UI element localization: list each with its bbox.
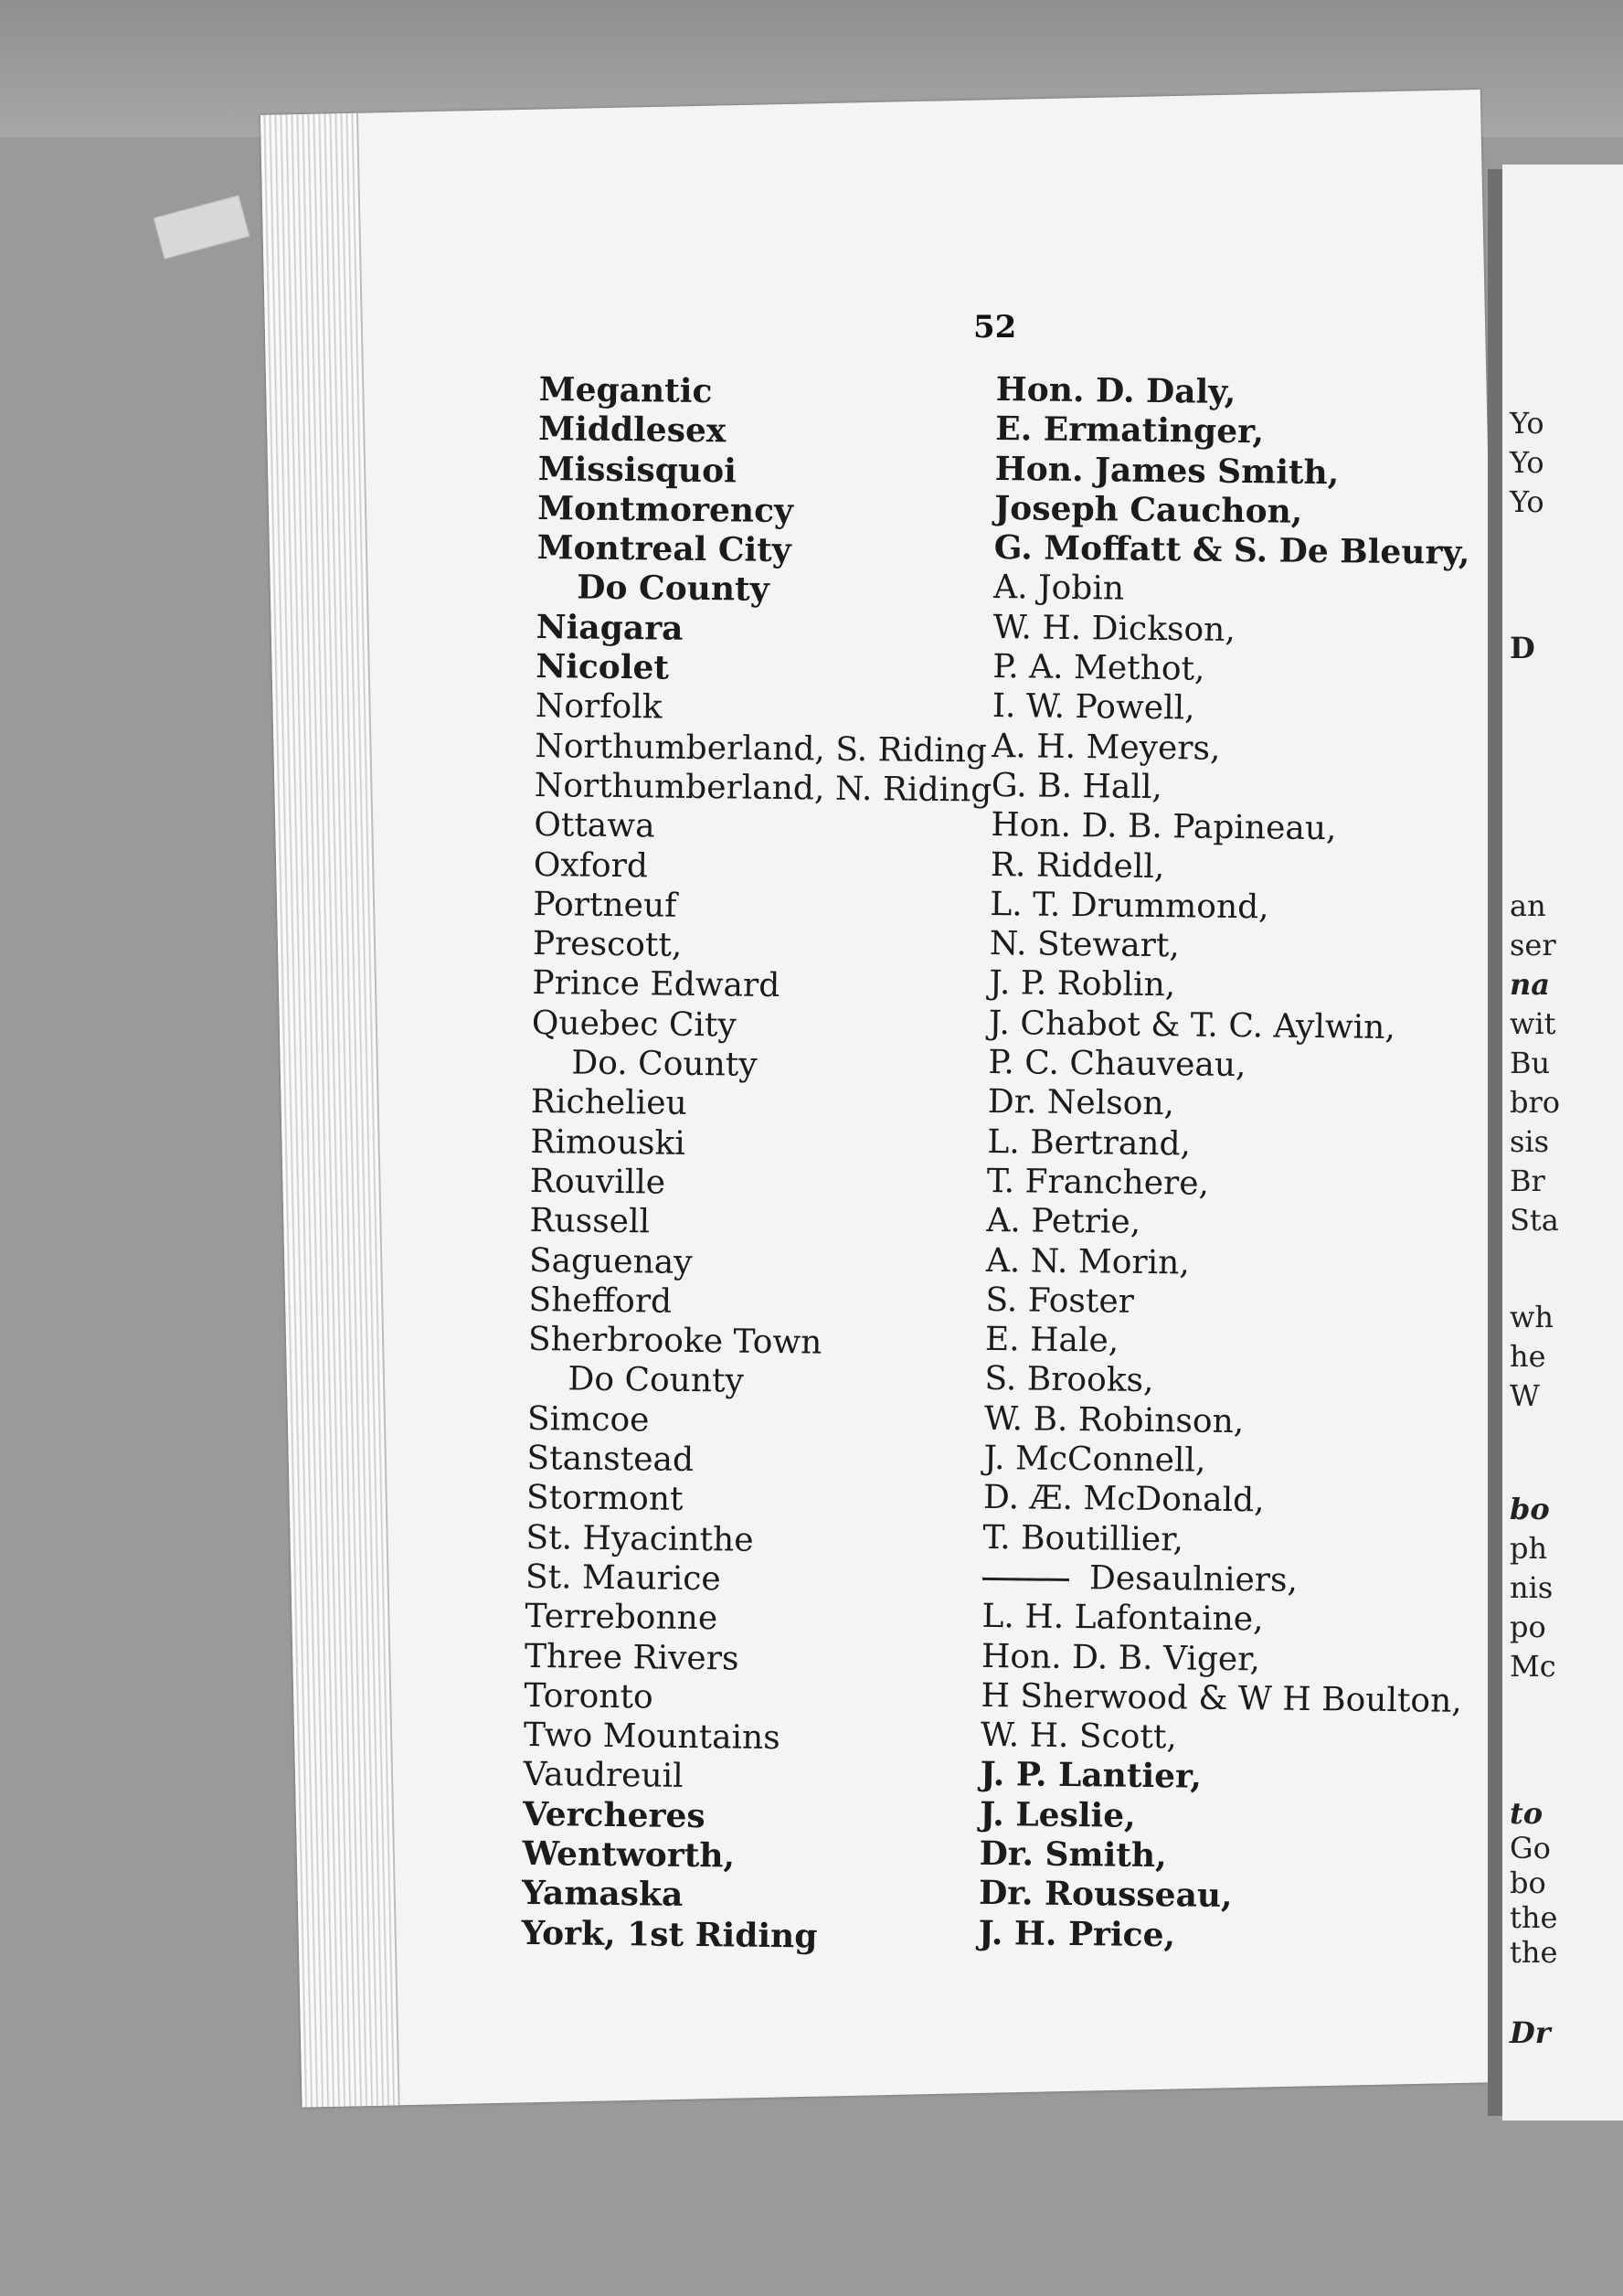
fragment-line: an [1510,888,1546,923]
fragment-line: na [1510,967,1550,1002]
fragment-line: to [1510,1796,1543,1831]
member-entry-text: Desaulniers, [1088,1559,1299,1600]
facing-page-fragment-group-4 [1510,1796,1557,1970]
constituency-entry: Prince Edward [532,964,780,1005]
facing-page-fragment-bottom [1510,2015,1551,2050]
constituency-entry: Montmorency [537,488,794,531]
constituency-entry: Do County [577,568,769,610]
fragment-line: the [1510,1900,1558,1935]
member-entry: E. Hale, [984,1321,1119,1360]
member-entry: A. N. Morin, [985,1241,1191,1281]
constituency-entry: Quebec City [531,1004,737,1045]
ditto-dash [982,1578,1069,1581]
facing-page-fragment-group-3 [1510,1490,1556,1686]
constituency-entry: Norfolk [535,687,663,727]
fragment-line: wit [1510,1006,1556,1041]
member-entry: W. H. Dickson, [992,608,1236,649]
fragment-line: he [1510,1339,1546,1374]
fragment-line: bro [1510,1085,1561,1120]
fragment-line: the [1510,1935,1558,1970]
member-entry: Dr. Nelson, [987,1083,1175,1123]
member-entry: W. H. Scott, [980,1716,1178,1757]
fragment-line: Dr [1510,2015,1551,2050]
constituency-entry: Rouville [529,1162,666,1202]
constituency-entry: Russell [529,1202,651,1241]
fragment-line: Go [1510,1831,1551,1866]
fragment-line: bo [1510,1866,1546,1900]
page-tab-marker [154,195,250,260]
constituency-entry: Northumberland, S. Riding [535,727,988,771]
constituency-entry: York, 1st Riding [521,1913,818,1956]
constituency-entry: Two Mountains [523,1716,780,1758]
constituency-entry: Rimouski [530,1122,686,1163]
constituency-entry: Nicolet [536,647,670,687]
fragment-line: nis [1510,1570,1554,1605]
member-entry: N. Stewart, [989,925,1181,965]
member-entry: Hon. D. B. Viger, [981,1637,1261,1678]
fragment-line: Br [1510,1164,1545,1198]
member-entry: P. A. Methot, [992,648,1205,688]
constituency-entry: Three Rivers [524,1637,739,1678]
member-entry: G. B. Hall, [991,766,1163,807]
fragment-line: sis [1510,1124,1550,1159]
constituency-entry: Vercheres [522,1794,705,1835]
constituency-entry: St. Maurice [525,1557,721,1599]
fragment-line: Yo [1510,445,1544,480]
member-entry: Joseph Cauchon, [994,488,1303,531]
page-edges [260,113,400,2108]
fragment-line: W [1510,1378,1540,1413]
member-entry: G. Moffatt & S. De Bleury, [993,528,1470,573]
constituency-entry: Terrebonne [525,1598,718,1638]
constituency-entry: Vaudreuil [523,1756,684,1796]
member-entry: T. Franchere, [986,1162,1210,1203]
constituency-entry: Oxford [533,845,649,885]
constituency-entry: Do County [568,1360,745,1401]
constituency-entry: Montreal City [536,528,791,570]
constituency-entry: Simcoe [526,1399,650,1440]
member-entry: P. C. Chauveau, [988,1043,1246,1085]
member-entry-ditto [982,1557,1464,1602]
constituency-entry: Ottawa [534,806,655,845]
constituency-entry: Toronto [524,1676,653,1717]
facing-page-fragment-top [1510,404,1544,522]
member-entry: S. Brooks, [984,1360,1154,1400]
member-entry: Hon. D. Daly, [995,370,1236,411]
fragment-line: Sta [1510,1203,1559,1238]
member-entry: A. H. Meyers, [992,727,1221,768]
member-entry: J. Chabot & T. C. Aylwin, [988,1004,1396,1047]
book-spine [1488,169,1502,2116]
fragment-line: po [1510,1610,1546,1644]
fragment-line: Mc [1510,1649,1556,1684]
fragment-line: ser [1510,928,1556,962]
fragment-line: Bu [1510,1046,1551,1080]
constituency-entry: Wentworth, [522,1834,736,1876]
constituency-entry: Stanstead [526,1439,695,1480]
book-page-right-fragment [1502,165,1623,2121]
member-entry: J. McConnell, [983,1439,1206,1480]
constituency-entry: Sherbrooke Town [527,1321,822,1362]
fragment-line: bo [1510,1492,1550,1526]
member-entry: Dr. Smith, [979,1834,1167,1876]
member-entry: Hon. James Smith, [994,449,1340,492]
member-entry: L. Bertrand, [987,1122,1192,1164]
constituency-entry: Do. County [571,1044,758,1084]
member-entry: W. B. Robinson, [983,1399,1245,1440]
member-entry: Dr. Rousseau, [978,1874,1233,1916]
member-entry: E. Ermatinger, [995,409,1265,452]
member-entry: L. H. Lafontaine, [981,1598,1264,1639]
fragment-heading: D [1510,631,1535,665]
member-entry: S. Foster [985,1281,1135,1321]
constituency-entry: Stormont [525,1479,684,1519]
constituency-entry: Missisquoi [537,449,737,491]
member-list [978,370,1477,1959]
member-entry: Hon. D. B. Papineau, [991,806,1337,848]
constituency-entry: Prescott, [532,925,683,964]
fragment-line: ph [1510,1531,1548,1566]
constituency-entry: Northumberland, N. Riding [534,766,992,810]
constituency-entry: Shefford [528,1281,673,1321]
member-entry: D. Æ. McDonald, [982,1479,1265,1520]
constituency-list [521,370,996,1958]
constituency-entry: Yamaska [521,1874,684,1915]
constituency-entry: Megantic [538,370,713,411]
facing-page-fragment-group-1 [1510,887,1560,1240]
facing-page-fragment-heading [1510,631,1535,665]
constituency-entry: Richelieu [530,1083,687,1123]
member-entry: T. Boutillier, [982,1518,1184,1559]
fragment-line: Yo [1510,484,1544,519]
constituency-entry: St. Hyacinthe [525,1518,754,1559]
fragment-line: wh [1510,1300,1554,1334]
member-entry: A. Jobin [993,569,1125,609]
member-entry: I. W. Powell, [992,687,1195,728]
facing-page-fragment-group-2 [1510,1298,1554,1416]
page-number: 52 [973,309,1017,345]
constituency-entry: Saguenay [528,1241,693,1281]
member-entry: J. Leslie, [979,1794,1136,1835]
constituency-entry: Niagara [536,607,684,648]
member-entry: R. Riddell, [990,845,1165,886]
constituency-entry: Middlesex [538,409,727,451]
fragment-line: Yo [1510,406,1544,441]
member-entry: H Sherwood & W H Boulton, [981,1676,1462,1720]
member-entry: L. T. Drummond, [990,885,1269,927]
member-entry: J. H. Price, [978,1913,1176,1954]
member-entry: J. P. Lantier, [980,1755,1203,1797]
constituency-entry: Portneuf [533,885,677,925]
member-entry: A. Petrie, [986,1202,1141,1242]
member-entry: J. P. Roblin, [989,964,1176,1004]
